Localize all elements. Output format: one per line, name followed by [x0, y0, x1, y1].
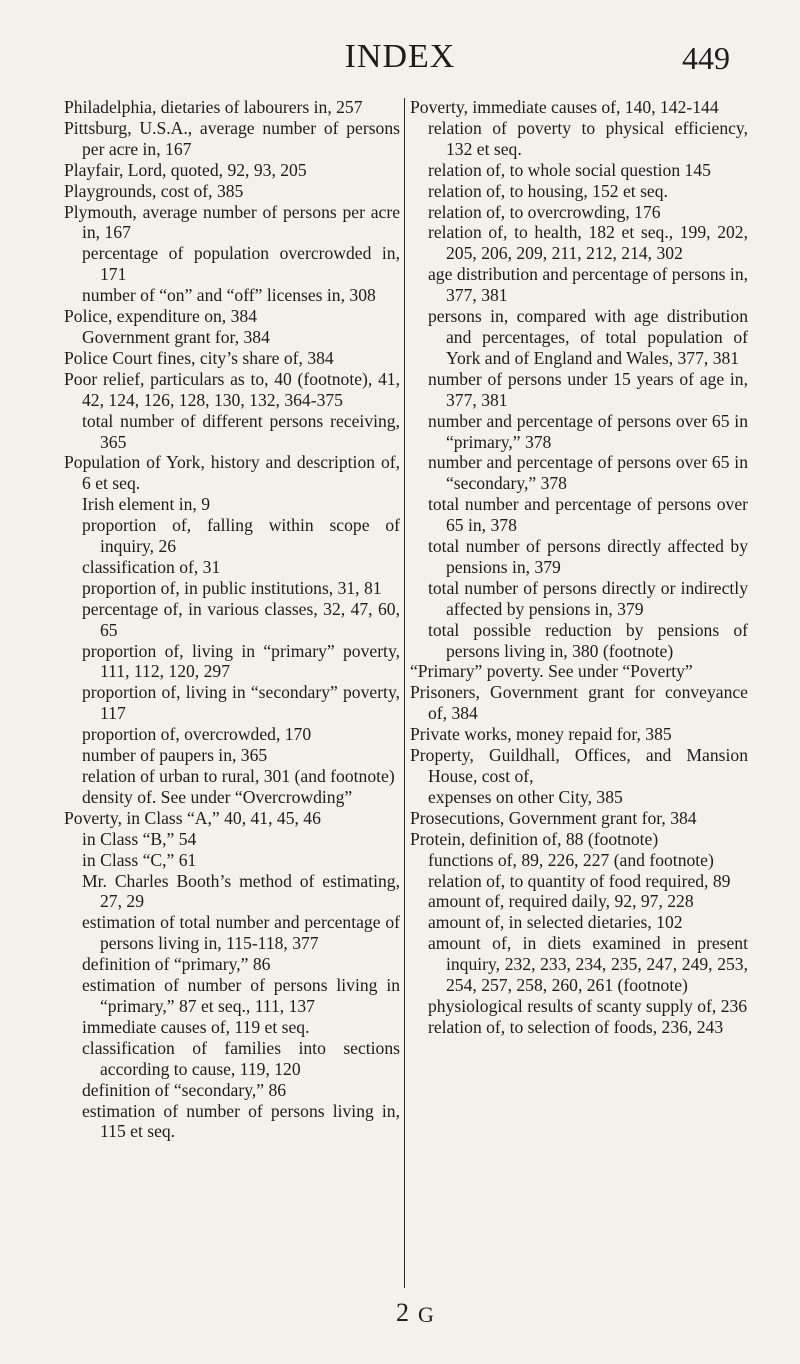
page-header — [0, 38, 800, 82]
index-entry: Property, Guildhall, Offices, and Mansion House, cost of, — [410, 745, 748, 786]
index-subentry: number and percentage of persons over 65 in “secondary,” 378 — [428, 452, 748, 494]
index-entry: Police Court fines, city’s share of, 384 — [64, 347, 334, 368]
index-subentry: in Class “C,” 61 — [82, 849, 197, 870]
index-entry: Playfair, Lord, quoted, 92, 93, 205 — [64, 159, 307, 180]
index-column-left — [64, 97, 400, 1142]
index-subentry: total possible reduction by pensions of persons living in, 380 (footnote) — [428, 619, 748, 661]
index-subentry: classification of families into sections according to cause, 119, 120 — [82, 1037, 400, 1079]
index-subentry: in Class “B,” 54 — [82, 828, 197, 849]
index-subentry: estimation of number of persons living in, 115 et seq. — [82, 1100, 400, 1142]
index-subentry: relation of, to quantity of food required, 89 — [428, 870, 731, 891]
index-subentry: relation of, to whole social question 145 — [428, 159, 711, 180]
index-entry: Philadelphia, dietaries of labourers in, 257 — [64, 97, 363, 117]
index-entry: Prisoners, Government grant for conveyance of, 384 — [410, 682, 748, 724]
index-subentry: proportion of, living in “secondary” poverty, 117 — [82, 682, 400, 724]
index-subentry: amount of, in selected dietaries, 102 — [428, 912, 683, 933]
index-subentry: Irish element in, 9 — [82, 494, 211, 515]
index-subentry: relation of urban to rural, 301 (and footnote) — [82, 766, 395, 786]
signature-number: 2 — [396, 1298, 409, 1327]
index-subentry: percentage of population overcrowded in, 171 — [82, 243, 400, 285]
index-entry: Poor relief, particulars as to, 40 (footnote), 41, 42, 124, 126, 128, 130, 132, 364-375 — [64, 368, 400, 410]
index-column-right — [410, 97, 748, 1038]
index-subentry: percentage of, in various classes, 32, 47, 60, 65 — [82, 598, 400, 640]
index-subentry: proportion of, living in “primary” poverty, 111, 112, 120, 297 — [82, 640, 400, 682]
index-subentry: estimation of total number and percentage of persons living in, 115-118, 377 — [82, 912, 400, 954]
column-divider — [404, 98, 405, 1288]
index-entry: Playgrounds, cost of, 385 — [64, 180, 244, 201]
index-subentry: persons in, compared with age distribution and percentages, of total population of York and of England and Wales, 377, 381 — [428, 306, 748, 368]
index-subentry: estimation of number of persons living in “primary,” 87 et seq., 111, 137 — [82, 975, 400, 1016]
index-subentry: total number and percentage of persons over 65 in, 378 — [428, 494, 748, 536]
index-subentry: relation of, to selection of foods, 236, 243 — [428, 1016, 724, 1037]
index-entry: Poverty, immediate causes of, 140, 142-144 — [410, 97, 719, 117]
index-entry: Population of York, history and description of, 6 et seq. — [64, 452, 400, 494]
index-subentry: definition of “primary,” 86 — [82, 954, 271, 975]
index-subentry: proportion of, falling within scope of inquiry, 26 — [82, 515, 400, 557]
index-entry: Private works, money repaid for, 385 — [410, 724, 672, 745]
index-subentry: amount of, in diets examined in present inquiry, 232, 233, 234, 235, 247, 249, 253, 254, 257, 258, 260, 261 (footnote) — [428, 933, 748, 996]
index-subentry: number of “on” and “off” licenses in, 308 — [82, 285, 376, 306]
index-subentry: relation of, to health, 182 et seq., 199, 202, 205, 206, 209, 211, 212, 214, 302 — [428, 222, 748, 264]
index-subentry: total number of persons directly affected by pensions in, 379 — [428, 536, 748, 577]
index-subentry: amount of, required daily, 92, 97, 228 — [428, 891, 694, 912]
index-subentry: expenses on other City, 385 — [428, 786, 623, 807]
index-subentry: Mr. Charles Booth’s method of estimating, 27, 29 — [82, 870, 400, 912]
index-subentry: immediate causes of, 119 et seq. — [82, 1016, 310, 1037]
signature-letter: G — [418, 1302, 434, 1327]
index-entry: Police, expenditure on, 384 — [64, 306, 257, 327]
index-subentry: Government grant for, 384 — [82, 326, 270, 347]
index-subentry: number of persons under 15 years of age in, 377, 381 — [428, 368, 748, 410]
index-subentry: number and percentage of persons over 65 in “primary,” 378 — [428, 410, 748, 452]
index-subentry: functions of, 89, 226, 227 (and footnote) — [428, 849, 714, 870]
index-subentry: density of. See under “Overcrowding” — [82, 786, 353, 807]
index-subentry: classification of, 31 — [82, 556, 221, 577]
index-subentry: proportion of, overcrowded, 170 — [82, 724, 312, 745]
index-subentry: relation of, to overcrowding, 176 — [428, 201, 661, 222]
index-entry: Protein, definition of, 88 (footnote) — [410, 828, 659, 849]
index-subentry: number of paupers in, 365 — [82, 745, 268, 766]
index-subentry: total number of persons directly or indirectly affected by pensions in, 379 — [428, 577, 748, 619]
index-subentry: definition of “secondary,” 86 — [82, 1079, 287, 1100]
index-subentry: physiological results of scanty supply of, 236 — [428, 995, 748, 1016]
index-subentry: relation of poverty to physical efficiency, 132 et seq. — [428, 117, 748, 159]
page-number: 449 — [682, 40, 730, 76]
index-entry: Prosecutions, Government grant for, 384 — [410, 807, 697, 828]
index-entry: Pittsburg, U.S.A., average number of persons per acre in, 167 — [64, 117, 400, 159]
index-subentry: total number of different persons receiving, 365 — [82, 410, 400, 452]
index-entry: “Primary” poverty. See under “Poverty” — [410, 661, 693, 682]
page-title: INDEX — [344, 38, 456, 75]
index-entry: Plymouth, average number of persons per acre in, 167 — [64, 201, 400, 243]
index-subentry: relation of, to housing, 152 et seq. — [428, 180, 668, 201]
index-subentry: age distribution and percentage of persons in, 377, 381 — [428, 264, 749, 306]
index-subentry: proportion of, in public institutions, 31, 81 — [82, 577, 382, 598]
index-entry: Poverty, in Class “A,” 40, 41, 45, 46 — [64, 807, 321, 828]
